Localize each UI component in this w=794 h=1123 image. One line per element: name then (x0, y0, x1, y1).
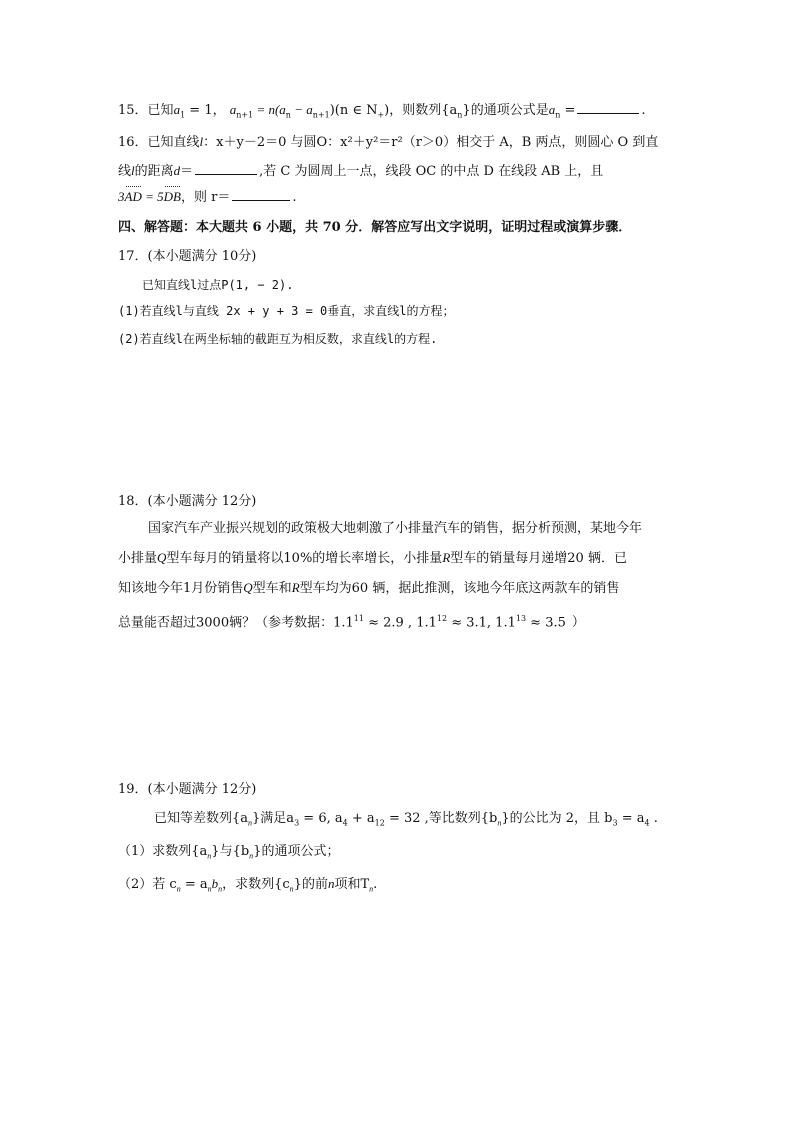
q16-vector-db: DB (163, 189, 181, 204)
q18-r2: R (291, 580, 300, 595)
q19-p2-sub5: n (369, 884, 374, 894)
q18-q: Q (157, 550, 167, 565)
q19-s3: = 6, a (299, 811, 343, 826)
q19-stem (154, 810, 658, 833)
q18-end: ） (571, 615, 585, 631)
q18-text3b: 型车和 (252, 581, 292, 596)
q15-seq-sub: n (457, 110, 463, 120)
q18-line4 (118, 610, 585, 632)
q19-p2-sub1: n (176, 884, 181, 894)
q19-part1 (118, 843, 339, 866)
section-heading: 四、解答题：本大题共 6 小题，共 70 分．解答应写出文字说明，证明过程或演算步骤． (118, 220, 632, 235)
q19-s7: = a (617, 811, 645, 826)
q18-text2c: 型车的销量每月递增20 辆．已 (450, 551, 627, 566)
q16-line1 (118, 133, 658, 152)
q15-rec-rhs-sub3: + (377, 110, 385, 120)
q16-line2 (118, 162, 603, 181)
q19-p2c: b (211, 876, 219, 891)
q19-s6: }的公比为 2，且 b (501, 811, 613, 826)
q15-rec-sub: n+1 (236, 110, 254, 120)
q15-rec-rhs-sub2: n+1 (312, 110, 330, 120)
q19-s5-sub: n (497, 818, 502, 828)
q16-l1: l (199, 134, 204, 149)
q19-part2 (118, 875, 377, 899)
q19-p2g: . (373, 877, 378, 892)
q19-p2a: （2）若 c (118, 877, 177, 892)
q15-rec-rhs-c: )(n ∈ N (329, 103, 378, 118)
q19-p2f: 项和T (334, 877, 370, 892)
q16-coef3: 3 (118, 189, 125, 204)
q18-ref2-val: ≈ 3.1, (447, 615, 492, 631)
q15-answer-blank[interactable] (577, 101, 639, 114)
q16-d: d (173, 163, 181, 178)
q19-p1c: }的通项公式； (253, 844, 340, 859)
q16-r-blank[interactable] (232, 188, 290, 201)
q18-q2: Q (243, 580, 253, 595)
q18-text3a: 知该地今年1月份销售 (118, 581, 244, 596)
q15-eq1: = 1， (185, 103, 226, 118)
q19-s3-sub: 4 (342, 818, 348, 828)
q15-text-b: }的通项公式是 (462, 103, 549, 118)
q16-text1: 16．已知直线 (118, 135, 200, 150)
q15-text: 已知 (147, 103, 174, 118)
q16-text2a: 线 (118, 164, 132, 179)
q19-p2-sub4: n (289, 884, 294, 894)
q19-s2: }满足a (252, 811, 295, 826)
q19-p2b: = a (180, 877, 208, 892)
q18-ref2-exp: 12 (436, 614, 448, 623)
q19-p1-sub1: n (207, 851, 212, 861)
q16-l2: l (131, 163, 135, 178)
q19-head: 19．(本小题满分 12分) (118, 782, 257, 797)
q19-s1-sub: n (248, 818, 253, 828)
q19-s5: = 32 ,等比数列{b (384, 811, 498, 826)
q18-ref1: 1.1 (333, 615, 354, 631)
q15-rec-rhs-sub: n (285, 110, 291, 120)
q19-s2-sub: 3 (294, 818, 300, 828)
q19-p2-sub2: n (207, 884, 212, 894)
q18-ref3-val: ≈ 3.5 (526, 615, 566, 631)
q15-an-sub: n (555, 110, 561, 120)
q15-text-c: = (560, 103, 576, 118)
q18-ref1-exp: 11 (353, 614, 364, 623)
q15-line (118, 101, 646, 125)
q19-p2-sub3: n (218, 884, 223, 894)
q18-ref2: 1.1 (412, 615, 437, 631)
q15-a1: a (173, 102, 181, 117)
q16-text2b: 的距离 (134, 164, 174, 179)
q16-distance-blank[interactable] (195, 162, 257, 175)
q18-line2 (118, 549, 627, 568)
q16-vector-ad: AD (124, 189, 142, 204)
q19-p2n: n (327, 876, 335, 891)
q18-text2b: 型车每月的销量将以10%的增长率增长，小排量 (166, 551, 443, 566)
q19-p1a: （1）求数列{a (118, 844, 208, 859)
q18-r: R (442, 550, 451, 565)
q15-rec-rhs: = n(a (253, 102, 286, 117)
q16-text1b: ：x＋y－2＝0 与圆O：x²＋y²＝r²（r＞0）相交于 A，B 两点，则圆心 O 到直 (203, 135, 659, 150)
q18-text3c: 型车均为60 辆，据此推测，该地今年底这两款车的销售 (299, 581, 620, 596)
q15-end: . (641, 103, 646, 118)
q16-line3 (118, 188, 296, 207)
q15-rec: a (229, 102, 237, 117)
q18-text4a: 总量能否超过3000辆？（参考数据： (118, 615, 334, 631)
q18-line1: 国家汽车产业振兴规划的政策极大地刺激了小排量汽车的销售，据分析预测，某地今年 (148, 521, 643, 536)
q19-p1b: }与{b (211, 844, 250, 859)
q19-s6-sub: 3 (612, 818, 618, 828)
q18-ref3: 1.1 (491, 615, 516, 631)
q18-line3 (118, 579, 619, 598)
q19-s1: 已知等差数列{a (154, 811, 249, 826)
q17-head: 17．(本小题满分 10分) (118, 249, 257, 264)
q16-end: . (292, 190, 297, 205)
q17-stem: 已知直线l过点P(1, − 2). (142, 278, 294, 292)
q19-s4: + a (347, 811, 375, 826)
q15-number: 15． (118, 103, 148, 118)
q19-s8: . (649, 811, 658, 826)
q19-s4-sub: 12 (374, 818, 385, 828)
q15-a1-sub: 1 (180, 110, 186, 120)
q15-rec-rhs-b: − a (290, 102, 313, 117)
q17-part1: (1)若直线l与直线 2x + y + 3 = 0垂直，求直线l的方程； (118, 304, 455, 318)
q16-eq: = 5 (141, 189, 164, 204)
q18-text2a: 小排量 (118, 551, 158, 566)
q19-p1-sub2: n (249, 851, 254, 861)
q18-ref3-exp: 13 (515, 614, 527, 623)
q15-rec-rhs-d: )，则数列{a (384, 103, 458, 118)
q19-p2d: ，求数列{c (222, 877, 290, 892)
q18-ref1-val: ≈ 2.9 , (363, 615, 413, 631)
q19-p2e: }的前 (293, 877, 328, 892)
q16-text3c: ，则 r＝ (180, 190, 231, 205)
q16-text2d: ,若 C 为圆周上一点，线段 OC 的中点 D 在线段 AB 上，且 (259, 164, 604, 179)
q18-head: 18．(本小题满分 12分) (118, 494, 257, 509)
q19-s7-sub: 4 (644, 818, 650, 828)
q17-part2: (2)若直线l在两坐标轴的截距互为相反数，求直线l的方程. (118, 332, 438, 346)
q16-text2c: ＝ (180, 164, 194, 179)
q15-an: a (548, 102, 556, 117)
